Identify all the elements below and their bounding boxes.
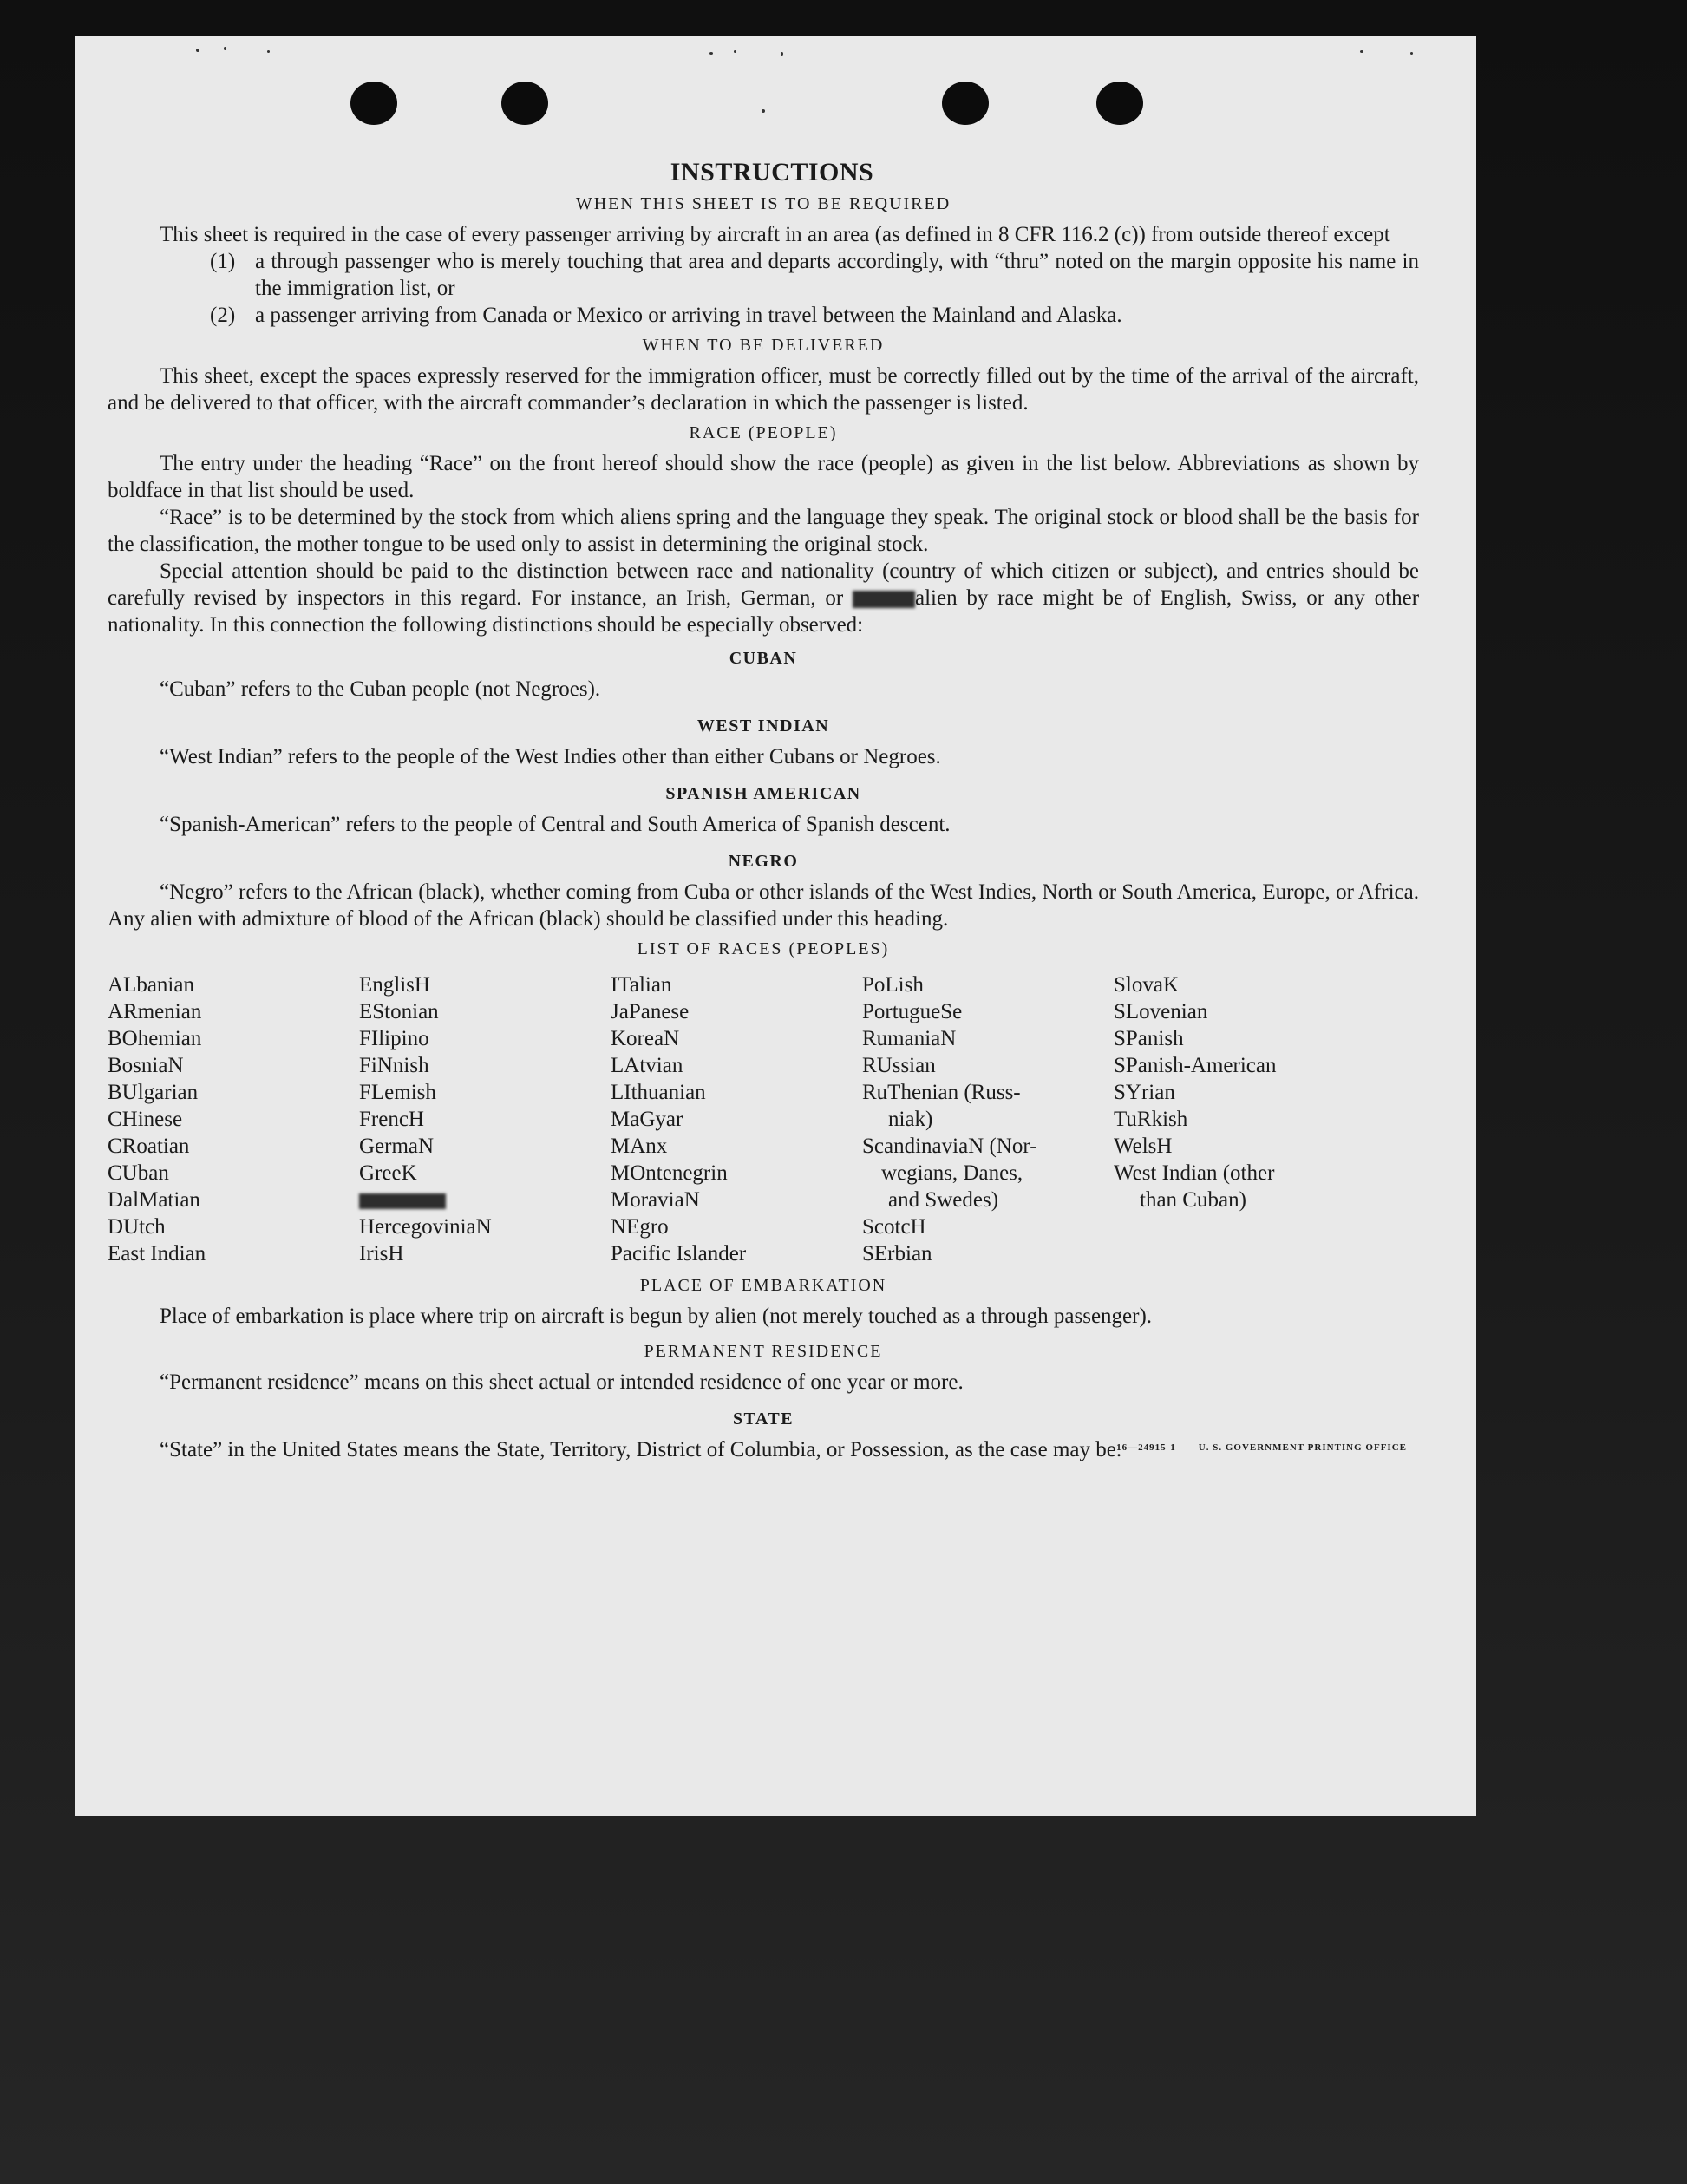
race-entry-continued: and Swedes) <box>888 1188 999 1212</box>
race-paragraph-2: “Race” is to be determined by the stock from which aliens spring and the language they speak. The original stock or blood shall be the basis for the classification, the mother tongue to be used only to assist in determining the original stock. <box>108 506 1419 556</box>
punch-hole <box>942 82 989 125</box>
section-heading-list: LIST OF RACES (PEOPLES) <box>637 939 890 958</box>
race-entry: SPanish <box>1114 1027 1184 1050</box>
delivered-text: This sheet, except the spaces expressly reserved for the immigration officer, must be correctly filled out by the time of the arrival of the aircraft, and be delivered to that officer, with the aircraft commander’s declaration in which the passenger is listed. <box>108 364 1419 415</box>
race-entry: EnglisH <box>359 973 430 997</box>
required-intro: This sheet is required in the case of every passenger arriving by aircraft in an area (as defined in 8 CFR 116.2 (c)) from outside thereof except <box>160 223 1390 246</box>
race-column-5 <box>1114 971 1365 1267</box>
race-entry: ALbanian <box>108 973 194 997</box>
race-entry: SYrian <box>1114 1081 1175 1104</box>
race-column-1 <box>108 971 359 1267</box>
race-entry-continued: niak) <box>888 1108 933 1131</box>
race-entry-continued: than Cuban) <box>1140 1188 1246 1212</box>
race-entry: CRoatian <box>108 1135 190 1158</box>
race-entry: ARmenian <box>108 1000 202 1023</box>
race-entry: LAtvian <box>611 1054 683 1077</box>
race-entry: West Indian (other <box>1114 1161 1275 1185</box>
race-entry: Pacific Islander <box>611 1242 747 1265</box>
page-title: INSTRUCTIONS <box>670 158 874 186</box>
race-entry <box>359 1187 611 1213</box>
section-heading-cuban: CUBAN <box>729 649 798 668</box>
race-column-2 <box>359 971 611 1267</box>
redacted-word <box>853 591 915 608</box>
exception-item-1 <box>210 248 1419 302</box>
west-indian-text: “West Indian” refers to the people of the West Indies other than either Cubans or Negroes. <box>160 745 941 768</box>
race-entry: RumaniaN <box>862 1027 957 1050</box>
section-heading-residence: PERMANENT RESIDENCE <box>644 1342 883 1361</box>
item-text: a through passenger who is merely touching that area and departs accordingly, with “thru” noted on the margin opposite his name in the immigration list, or <box>255 250 1419 300</box>
state-text: “State” in the United States means the State, Territory, District of Columbia, or Possession, as the case may be. <box>160 1438 1122 1461</box>
negro-text: “Negro” refers to the African (black), whether coming from Cuba or other islands of the West Indies, North or South America, Europe, or Africa. Any alien with admixture of blood of the African (black) should be classified under this heading. <box>108 880 1419 931</box>
race-entry: RuThenian (Russ- <box>862 1081 1021 1104</box>
race-entry: MoraviaN <box>611 1188 700 1212</box>
form-number: 16—24915-1 <box>1116 1442 1176 1453</box>
item-number: (1) <box>210 250 236 273</box>
race-entry: MaGyar <box>611 1108 683 1131</box>
scan-speck <box>267 50 270 53</box>
race-entry: ITalian <box>611 973 672 997</box>
scan-speck <box>734 50 736 53</box>
race-entry: BUlgarian <box>108 1081 199 1104</box>
race-entry: CUban <box>108 1161 169 1185</box>
race-entry: LIthuanian <box>611 1081 706 1104</box>
race-paragraph-1: The entry under the heading “Race” on the front hereof should show the race (people) as given in the list below. Abbreviations as shown by boldface in that list should be used. <box>108 452 1419 502</box>
section-heading-embarkation: PLACE OF EMBARKATION <box>639 1276 887 1295</box>
residence-text: “Permanent residence” means on this sheet actual or intended residence of one year or more. <box>160 1370 964 1394</box>
section-heading-state: STATE <box>732 1409 794 1429</box>
race-entry-continued: wegians, Danes, <box>881 1161 1023 1185</box>
race-paragraph-3-part-b: alien by race might be of English, Swiss, or any other nationality. In this connection the following distinctions should be especially observed: <box>108 586 1420 637</box>
race-entry: JaPanese <box>611 1000 690 1023</box>
race-list <box>108 971 1419 1267</box>
item-text: a passenger arriving from Canada or Mexico or arriving in travel between the Mainland and Alaska. <box>255 304 1122 327</box>
scan-speck <box>762 109 765 113</box>
race-entry: NEgro <box>611 1215 669 1239</box>
scan-speck <box>1410 52 1413 55</box>
section-heading-required: WHEN THIS SHEET IS TO BE REQUIRED <box>575 194 951 213</box>
race-entry: IrisH <box>359 1242 404 1265</box>
race-entry: East Indian <box>108 1242 206 1265</box>
race-entry: FiNnish <box>359 1054 429 1077</box>
document-page <box>75 36 1476 1816</box>
race-entry: PortugueSe <box>862 1000 963 1023</box>
race-entry: SErbian <box>862 1242 932 1265</box>
race-entry: SPanish-American <box>1114 1054 1277 1077</box>
section-heading-spanish-american: SPANISH AMERICAN <box>665 784 861 803</box>
redacted-entry <box>359 1193 446 1209</box>
race-entry: MOntenegrin <box>611 1161 728 1185</box>
section-heading-delivered: WHEN TO BE DELIVERED <box>642 336 885 355</box>
race-entry: RUssian <box>862 1054 936 1077</box>
race-column-4 <box>862 971 1114 1267</box>
printer-name: U. S. GOVERNMENT PRINTING OFFICE <box>1198 1442 1407 1453</box>
punch-hole <box>350 82 397 125</box>
race-entry: ScandinaviaN (Nor- <box>862 1135 1037 1158</box>
exception-item-2 <box>210 302 1419 329</box>
race-entry: PoLish <box>862 973 924 997</box>
race-entry: GermaN <box>359 1135 435 1158</box>
punch-hole <box>1096 82 1143 125</box>
section-heading-race: RACE (PEOPLE) <box>689 423 838 442</box>
race-entry: TuRkish <box>1114 1108 1188 1131</box>
scan-speck <box>1360 50 1363 53</box>
race-entry: GreeK <box>359 1161 417 1185</box>
spanish-american-text: “Spanish-American” refers to the people of Central and South America of Spanish descent. <box>160 813 951 836</box>
section-heading-west-indian: WEST INDIAN <box>696 716 830 736</box>
cuban-text: “Cuban” refers to the Cuban people (not Negroes). <box>160 677 601 701</box>
race-entry: BosniaN <box>108 1054 184 1077</box>
race-entry: MAnx <box>611 1135 668 1158</box>
embarkation-text: Place of embarkation is place where trip on aircraft is begun by alien (not merely touched as a through passenger). <box>160 1305 1153 1328</box>
race-entry: DUtch <box>108 1215 166 1239</box>
scan-speck <box>709 52 713 55</box>
scan-speck <box>224 47 226 50</box>
race-entry: KoreaN <box>611 1027 680 1050</box>
race-column-3 <box>611 971 862 1267</box>
race-entry: FrencH <box>359 1108 424 1131</box>
section-heading-negro: NEGRO <box>728 852 799 871</box>
scan-speck <box>781 52 783 56</box>
race-entry: CHinese <box>108 1108 183 1131</box>
race-paragraph-3 <box>108 558 1419 638</box>
race-entry: FLemish <box>359 1081 436 1104</box>
race-entry: SlovaK <box>1114 973 1179 997</box>
race-entry: BOhemian <box>108 1027 202 1050</box>
race-entry: EStonian <box>359 1000 439 1023</box>
race-entry: SLovenian <box>1114 1000 1208 1023</box>
race-entry: ScotcH <box>862 1215 926 1239</box>
item-number: (2) <box>210 304 236 327</box>
race-entry: DalMatian <box>108 1188 200 1212</box>
punch-hole <box>501 82 548 125</box>
race-entry: HercegoviniaN <box>359 1215 492 1239</box>
scan-speck <box>196 49 199 52</box>
instructions-content <box>108 158 1420 1461</box>
race-paragraph-3-part-a: Special attention should be paid to the distinction between race and nationality (country of which citizen or subject), and entries should be carefully revised by inspectors in this regard. For instance, an Irish, German, or <box>108 559 1419 610</box>
race-entry: WelsH <box>1114 1135 1173 1158</box>
race-entry: FIlipino <box>359 1027 429 1050</box>
